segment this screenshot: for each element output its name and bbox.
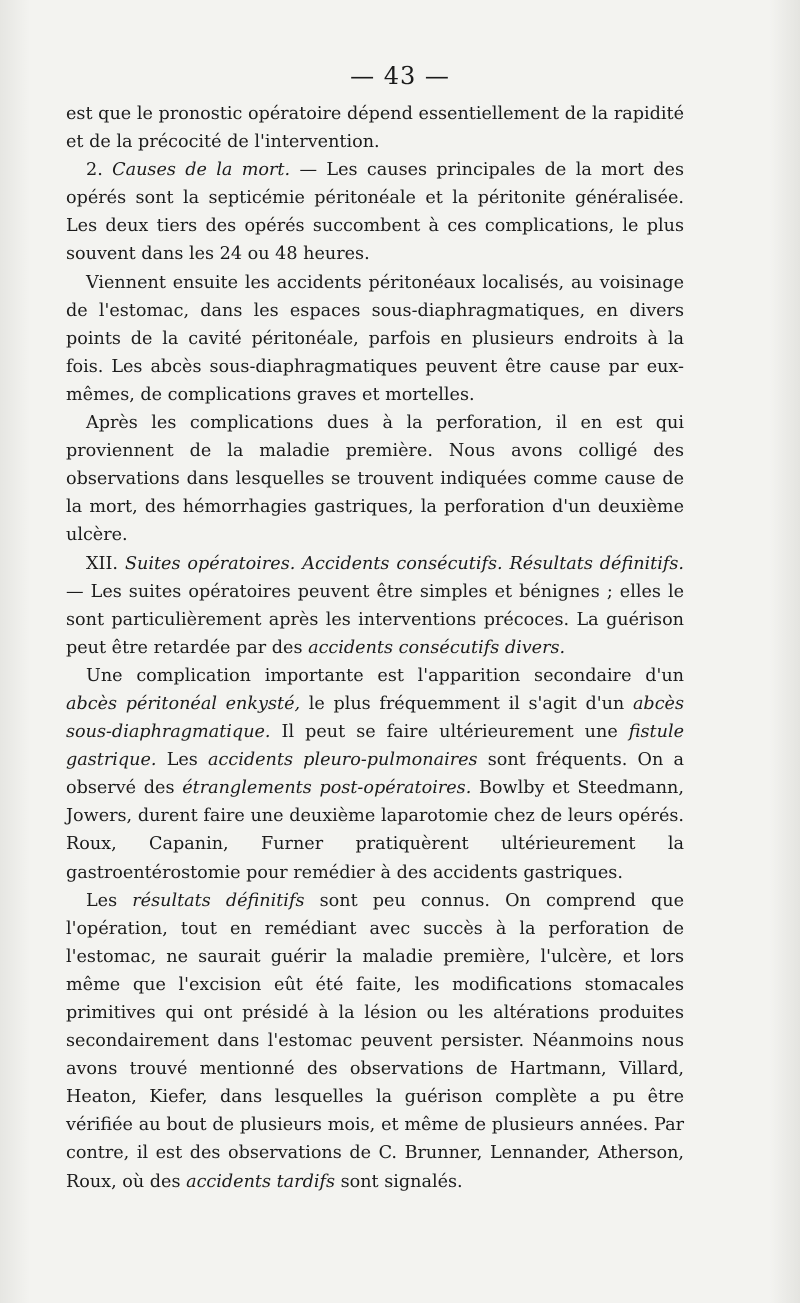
page-body-text	[66, 100, 684, 1196]
text-run: Bowlby et Steedmann, Jowers, durent faire une deuxième laparotomie chez de leurs opérés. Roux, Capanin, Furner pratiquèrent ultérieurement la gastroentérostomie pour remédier à des accidents gastriques.	[66, 778, 684, 883]
page-number: — 43 —	[350, 62, 450, 90]
text-run: Une complication importante est l'apparition secondaire d'un	[86, 665, 684, 686]
text-run: sont peu connus. On comprend que l'opération, tout en remédiant avec succès à la perforation de l'estomac, ne saurait guérir la maladie première, l'ulcère, et lors même que l'excision eût été faite, les modifications stomacales primitives qui ont présidé à la lésion ou les altérations produites secondairement dans l'estomac peuvent persister. Néanmoins nous avons trouvé mentionné des observations de Hartmann, Villard, Heaton, Kiefer, dans lesquelles la guérison complète a pu être vérifiée au bout de plusieurs mois, et même de plusieurs années. Par contre, il est des observations de C. Brunner, Lennander, Atherson, Roux, où des	[66, 890, 684, 1192]
paragraph	[66, 409, 684, 549]
italic-text-run: accidents consécutifs divers.	[308, 637, 566, 658]
text-run: — Les causes principales de la mort des opérés sont la septicémie péritonéale et la péritonite généralisée. Les deux tiers des opérés succombent à ces complications, le plus souvent dans les 24 ou 48 heures.	[66, 160, 684, 265]
text-run: Les	[156, 750, 209, 771]
text-run: est que le pronostic opératoire dépend essentiellement de la rapidité et de la précocité de l'intervention.	[66, 104, 684, 153]
text-run: Après les complications dues à la perforation, il en est qui proviennent de la maladie première. Nous avons colligé des observations dans lesquelles se trouvent indiquées comme cause de la mort, des hémorrhagies gastriques, la perforation d'un deuxième ulcère.	[66, 413, 684, 546]
italic-text-run: accidents pleuro-pulmonaires	[208, 750, 478, 771]
text-run: Viennent ensuite les accidents péritonéaux localisés, au voisinage de l'estomac, dans les espaces sous-diaphragmatiques, en divers points de la cavité péritonéale, parfois en plusieurs endroits à la fois. Les abcès sous-diaphragmatiques peuvent être cause par eux-mêmes, de complications graves et mortelles.	[66, 272, 684, 405]
text-run: sont fréquents. On a observé des	[66, 750, 685, 799]
italic-text-run: Suites opératoires. Accidents consécutifs. Résultats définitifs.	[124, 553, 684, 574]
text-run: 2.	[86, 160, 113, 181]
paragraph	[66, 156, 684, 268]
text-run: — Les suites opératoires peuvent être simples et bénignes ; elles le sont particulièrement après les interventions précoces. La guérison peut être retardée par des	[66, 581, 684, 658]
paragraph	[66, 662, 684, 887]
text-run: sont signalés.	[335, 1171, 463, 1192]
italic-text-run: étranglements post-opératoires.	[182, 778, 472, 799]
italic-text-run: fistule gastrique.	[66, 722, 684, 771]
italic-text-run: abcès péritonéal enkysté,	[66, 693, 301, 714]
italic-text-run: accidents tardifs	[186, 1171, 336, 1192]
text-run: Il peut se faire ultérieurement une	[270, 722, 629, 743]
text-run: Les	[86, 890, 133, 911]
paragraph	[66, 887, 684, 1196]
paragraph	[66, 269, 684, 409]
paragraph	[66, 100, 684, 156]
italic-text-run: Causes de la mort.	[112, 160, 291, 181]
italic-text-run: abcès sous-diaphragmatique.	[66, 693, 684, 743]
paragraph	[66, 550, 684, 662]
text-run: le plus fréquemment il s'agit d'un	[300, 693, 633, 714]
italic-text-run: résultats définitifs	[132, 890, 305, 911]
text-run: XII.	[86, 553, 125, 574]
